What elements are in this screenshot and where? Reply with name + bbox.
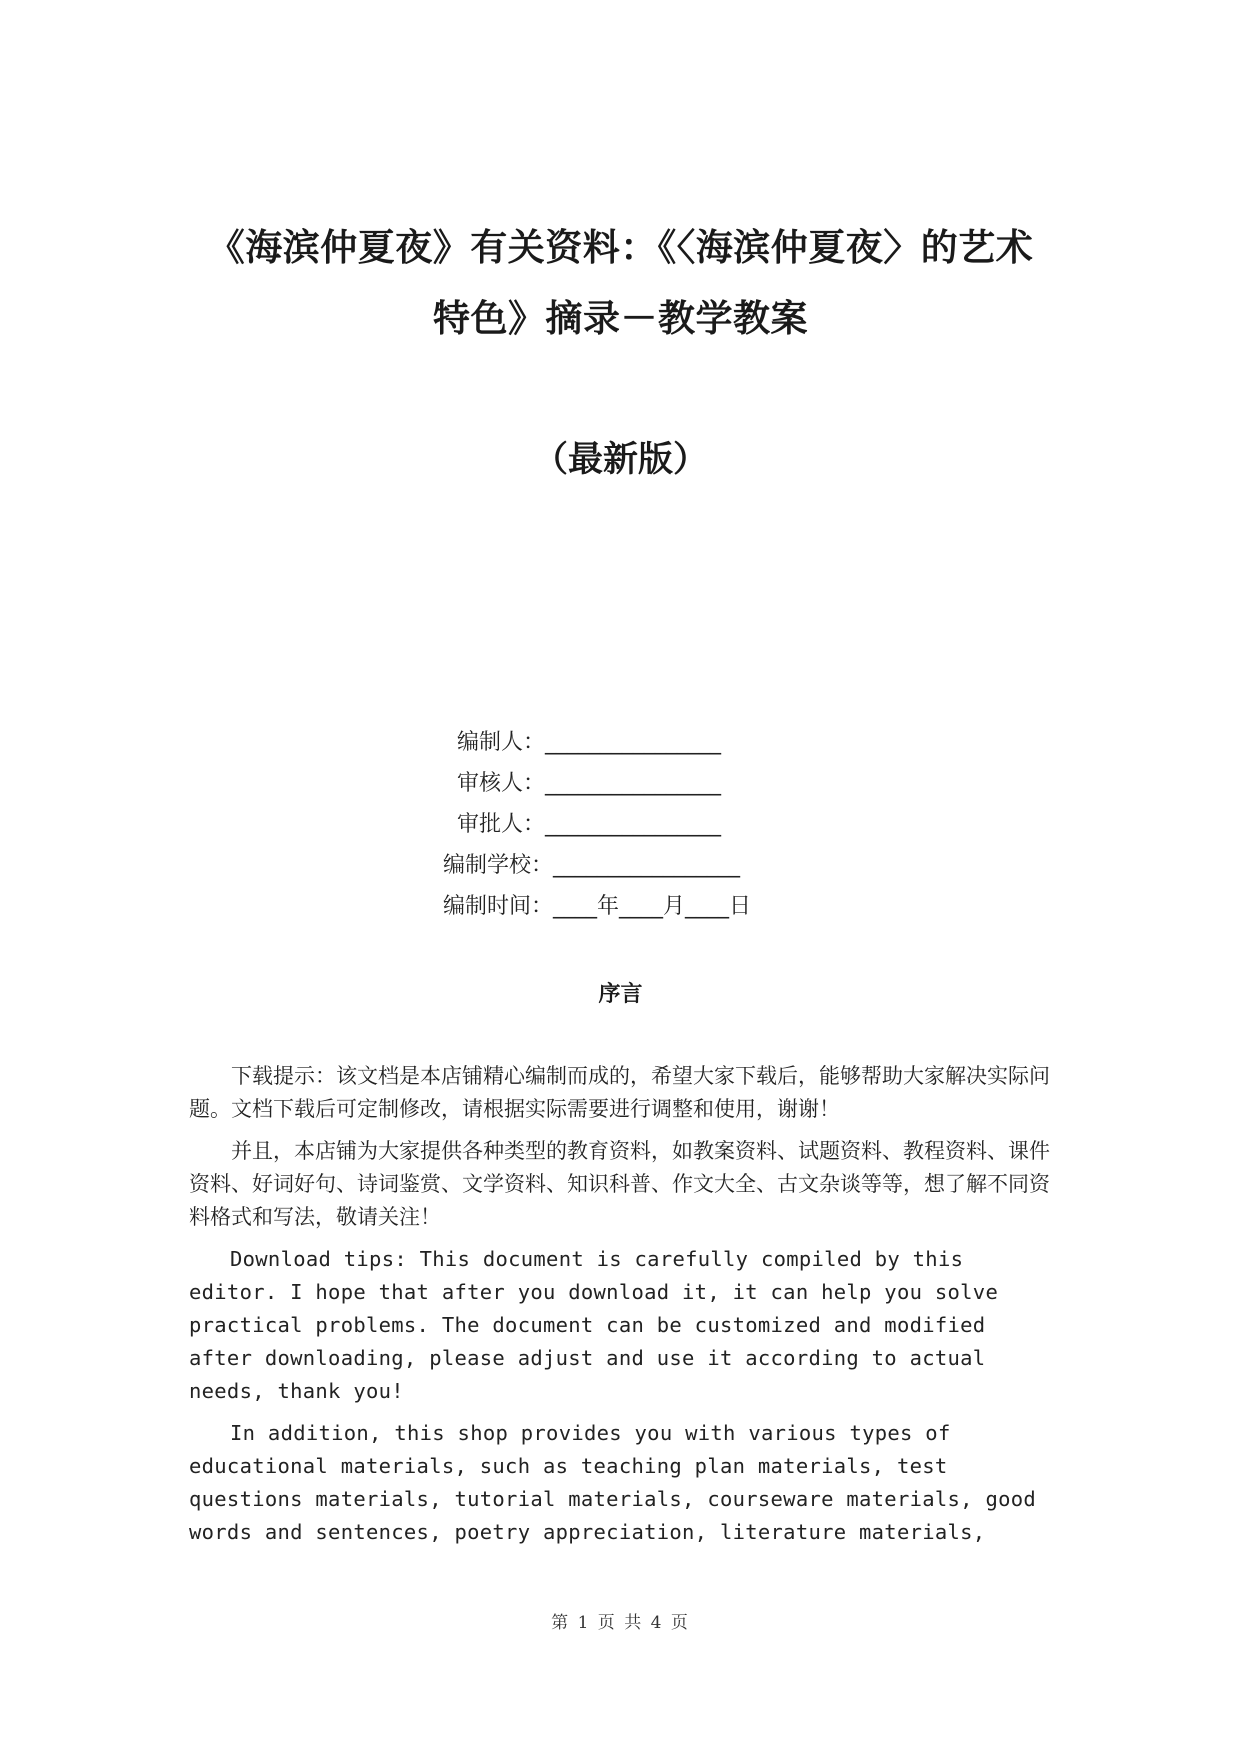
title-line-1: 《海滨仲夏夜》有关资料：《〈海滨仲夏夜〉的艺术 [207,226,1034,269]
meta-school: 编制学校：_________________ [443,853,741,878]
preface-paragraph: 并且，本店铺为大家提供各种类型的教育资料，如教案资料、试题资料、教程资料、课件资料、好词好句、诗词鉴赏、文学资料、知识科普、作文大全、古文杂谈等等，想了解不同资料格式和写法，敬请关注！ [189,1139,1050,1229]
edition-label: （最新版） [532,440,708,480]
title-line-2: 特色》摘录－教学教案 [433,297,808,340]
meta-date: 编制时间：____年____月____日 [443,894,752,919]
meta-compiler: 编制人：________________ [457,730,722,755]
preface-title: 序言 [598,982,643,1007]
meta-reviewer: 审核人：________________ [457,771,722,796]
preface-paragraph: In addition, this shop provides you with various types of educational materials, such as teaching plan materials, test questions materials, tutorial materials, courseware materials, good words and sentences, poetry appreciation, literature materials, [189,1421,1037,1544]
page-number: 第 1 页 共 4 页 [551,1613,690,1633]
document-title [150,212,1091,354]
preface-body [189,1060,1059,1558]
preface-paragraph: Download tips: This document is carefully compiled by this editor. I hope that after you download it, it can help you solve practical problems. The document can be customized and modified after downloading, please adjust and use it according to actual needs, thank you! [189,1247,999,1403]
preface-paragraph: 下载提示：该文档是本店铺精心编制而成的，希望大家下载后，能够帮助大家解决实际问题。文档下载后可定制修改，请根据实际需要进行调整和使用，谢谢！ [189,1064,1050,1121]
meta-approver: 审批人：________________ [457,812,722,837]
